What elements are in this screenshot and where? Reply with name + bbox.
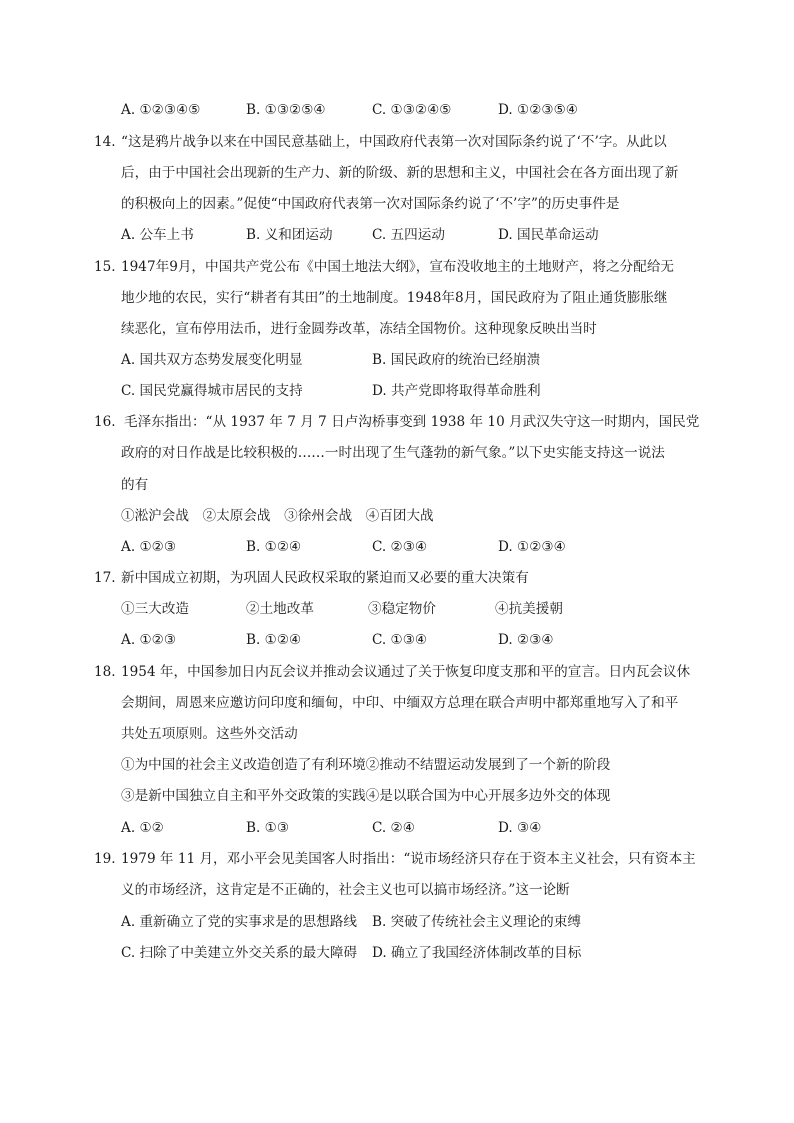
option-d: D. 确立了我国经济体制改革的目标	[372, 945, 582, 961]
option-d: D. ①②③④	[498, 539, 566, 555]
question-items: ③是新中国独立自主和平外交政策的实践④是以联合国为中心开展多边外交的体现	[121, 788, 611, 804]
option-c: C. ②④	[372, 820, 415, 836]
question-text-line: 共处五项原则。这些外交活动	[121, 726, 298, 742]
option-a: A. 国共双方态势发展变化明显	[121, 352, 303, 368]
item-2: ②土地改革	[246, 601, 314, 617]
question-text-line: 1954 年，中国参加日内瓦会议并推动会议通过了关于恢复印度支那和平的宣言。日内瓦会议休	[121, 664, 691, 680]
question-number: 15.	[94, 259, 116, 275]
question-number: 14.	[94, 134, 116, 150]
question-text-line: 的积极向上的因素。”促使“中国政府代表第一次对国际条约说了‘不’字”的历史事件是	[121, 196, 620, 212]
question-number: 19.	[94, 851, 116, 867]
option-b: B. 突破了传统社会主义理论的束缚	[372, 914, 581, 930]
question-text-line: 1979 年 11 月，邓小平会见美国客人时指出：“说市场经济只存在于资本主义社会，只有资本主	[121, 851, 696, 867]
option-c: C. ①③④	[372, 632, 428, 648]
option-a: A. ①②③	[121, 632, 177, 648]
option-a: A. ①②③④⑤	[121, 102, 201, 118]
question-text-line: 毛泽东指出：“从 1937 年 7 月 7 日卢沟桥事变到 1938 年 10 月武汉失守这一时期内，国民党	[124, 414, 700, 430]
option-c: C. 扫除了中美建立外交关系的最大障碍	[121, 945, 358, 961]
option-a: A. ①②③	[121, 539, 177, 555]
question-number: 17.	[94, 570, 116, 586]
option-b: B. ①③②⑤④	[246, 102, 326, 118]
option-d: D. ③④	[498, 820, 542, 836]
question-text-line: 会期间，周恩来应邀访问印度和缅甸，中印、中缅双方总理在联合声明中都郑重地写入了和平	[121, 695, 679, 711]
item-4: ④抗美援朝	[495, 601, 563, 617]
option-b: B. ①②④	[246, 632, 302, 648]
question-text-line: 1947年9月，中国共产党公布《中国土地法大纲》，宣布没收地主的土地财产，将之分配给无	[121, 259, 675, 275]
option-d: D. 共产党即将取得革命胜利	[372, 383, 541, 399]
option-a: A. 重新确立了党的实事求是的思想路线	[121, 914, 357, 930]
item-1: ①三大改造	[121, 601, 189, 617]
option-b: B. 国民政府的统治已经崩溃	[372, 352, 541, 368]
option-c: C. 五四运动	[372, 227, 445, 243]
question-items: ①为中国的社会主义改造创造了有利环境②推动不结盟运动发展到了一个新的阶段	[121, 757, 611, 773]
option-d: D. ①②③⑤④	[498, 102, 578, 118]
question-items: ①淞沪会战 ②太原会战 ③徐州会战 ④百团大战	[121, 508, 434, 524]
option-a: A. 公车上书	[121, 227, 194, 243]
question-text-line: “这是鸦片战争以来在中国民意基础上，中国政府代表第一次对国际条约说了‘不’字。从此以	[121, 134, 667, 150]
question-text-line: 的有	[121, 477, 149, 493]
question-text-line: 续恶化，宣布停用法币，进行金圆券改革，冻结全国物价。这种现象反映出当时	[121, 321, 597, 337]
option-a: A. ①②	[121, 820, 164, 836]
option-b: B. 义和团运动	[246, 227, 333, 243]
option-b: B. ①③	[246, 820, 290, 836]
option-c: C. 国民党赢得城市居民的支持	[121, 383, 303, 399]
question-number: 16.	[94, 414, 116, 430]
option-c: C. ①③②④⑤	[372, 102, 452, 118]
question-text-line: 新中国成立初期，为巩固人民政权采取的紧迫而又必要的重大决策有	[121, 570, 529, 586]
question-text-line: 后，由于中国社会出现新的生产力、新的阶级、新的思想和主义，中国社会在各方面出现了新	[121, 165, 679, 181]
question-text-line: 政府的对日作战是比较积极的……一时出现了生气蓬勃的新气象。”以下史实能支持这一说法	[121, 445, 665, 461]
option-d: D. ②③④	[498, 632, 554, 648]
option-d: D. 国民革命运动	[498, 227, 599, 243]
option-b: B. ①②④	[246, 539, 302, 555]
question-text-line: 地少地的农民，实行“耕者有其田”的土地制度。1948年8月，国民政府为了阻止通货膨胀继	[121, 290, 668, 306]
question-text-line: 义的市场经济，这肯定是不正确的，社会主义也可以搞市场经济。”这一论断	[121, 882, 570, 898]
item-3: ③稳定物价	[368, 601, 436, 617]
question-number: 18.	[94, 664, 116, 680]
option-c: C. ②③④	[372, 539, 428, 555]
